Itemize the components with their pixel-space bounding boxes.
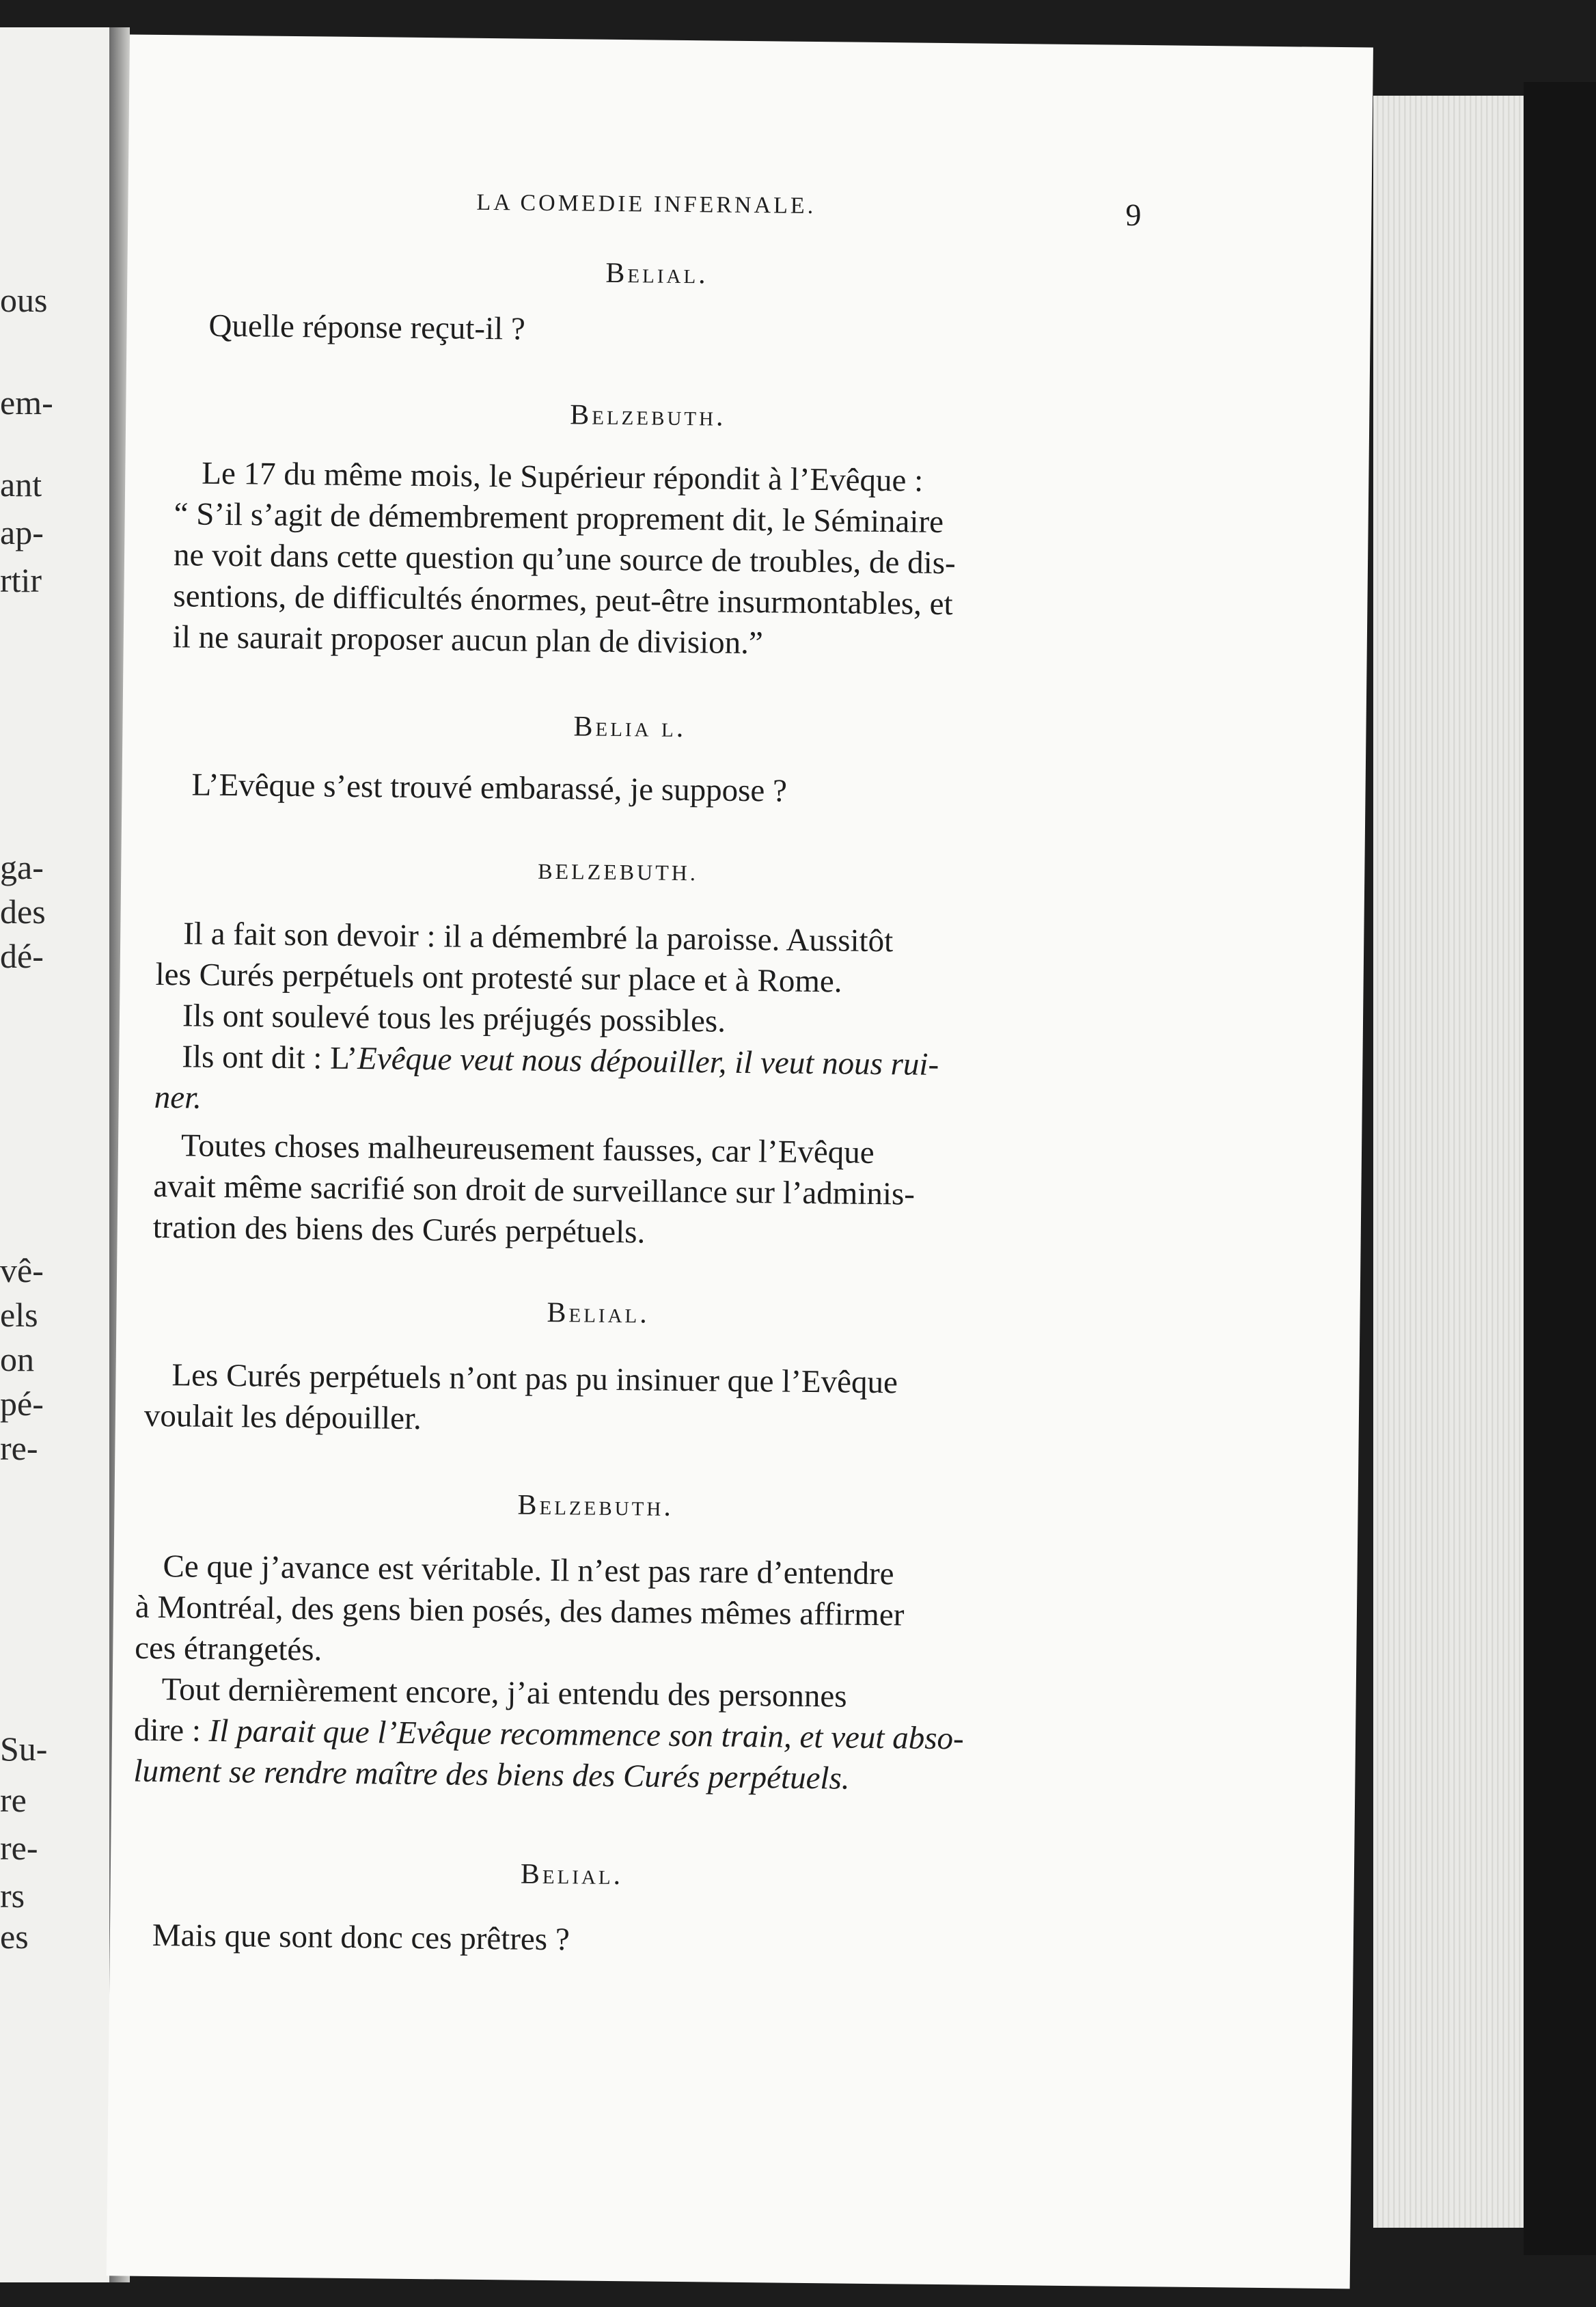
left-fragment: re- bbox=[0, 1429, 38, 1467]
background-shadow bbox=[1524, 82, 1596, 2255]
dialogue-line: Les Curés perpétuels n’ont pas pu insinuer que l’Evêque bbox=[171, 1357, 898, 1401]
italic-quote: Evêque veut nous dépouiller, il veut nous rui- bbox=[357, 1041, 939, 1082]
speaker-label: Belia l. bbox=[573, 711, 687, 744]
dialogue-line: ner. bbox=[154, 1079, 202, 1116]
dialogue-line: Ils ont soulevé tous les préjugés possibles. bbox=[182, 998, 726, 1039]
left-fragment: re- bbox=[0, 1829, 38, 1867]
speaker-label: Belzebuth. bbox=[570, 399, 726, 433]
book-page bbox=[107, 34, 1373, 2289]
page-number: 9 bbox=[1125, 197, 1142, 232]
dialogue-line: à Montréal, des gens bien posés, des dames mêmes affirmer bbox=[135, 1589, 905, 1633]
left-fragment: des bbox=[0, 892, 46, 931]
left-fragment: re bbox=[0, 1781, 27, 1819]
dialogue-line: sentions, de difficultés énormes, peut-être insurmontables, et bbox=[173, 578, 953, 623]
speaker-label: Belzebuth. bbox=[517, 1489, 674, 1523]
left-fragment: rs bbox=[0, 1876, 25, 1915]
left-fragment: ap- bbox=[0, 513, 44, 551]
dialogue-line: Il a fait son devoir : il a démembré la paroisse. Aussitôt bbox=[183, 916, 894, 959]
dialogue-line: lument se rendre maître des biens des Curés perpétuels. bbox=[133, 1753, 850, 1797]
dialogue-line: voulait les dépouiller. bbox=[143, 1397, 422, 1437]
speaker-label: Belial. bbox=[520, 1858, 624, 1892]
dialogue-line: les Curés perpétuels ont protesté sur place et à Rome. bbox=[155, 956, 842, 1000]
dialogue-prefix: dire : bbox=[133, 1712, 209, 1749]
dialogue-line: avait même sacrifié son droit de surveillance sur l’adminis- bbox=[153, 1168, 916, 1212]
dialogue-line: il ne saurait proposer aucun plan de division.” bbox=[172, 619, 764, 661]
dialogue-line: Le 17 du même mois, le Supérieur répondit à l’Evêque : bbox=[202, 455, 924, 499]
dialogue-line: L’Evêque s’est trouvé embarassé, je suppose ? bbox=[191, 767, 788, 809]
dialogue-line bbox=[182, 1037, 939, 1084]
dialogue-prefix: Ils ont dit : L’ bbox=[182, 1039, 358, 1077]
dialogue-line bbox=[134, 1710, 964, 1759]
left-fragment: rtir bbox=[0, 561, 42, 599]
left-fragment: dé- bbox=[0, 937, 44, 975]
left-fragment: pé- bbox=[0, 1384, 44, 1423]
left-fragment: em- bbox=[0, 383, 53, 422]
left-facing-page bbox=[0, 27, 109, 2282]
speaker-label: BELZEBUTH. bbox=[538, 858, 699, 886]
left-fragment: els bbox=[0, 1296, 38, 1334]
left-fragment: ant bbox=[0, 465, 42, 504]
running-head: LA COMEDIE INFERNALE. bbox=[476, 189, 816, 219]
italic-quote: Il parait que l’Evêque recommence son train, et veut abso- bbox=[208, 1712, 964, 1757]
dialogue-line: Mais que sont donc ces prêtres ? bbox=[152, 1917, 570, 1958]
dialogue-line: tration des biens des Curés perpétuels. bbox=[152, 1209, 646, 1251]
left-fragment: ga- bbox=[0, 848, 44, 886]
dialogue-line: ces étrangetés. bbox=[135, 1630, 322, 1668]
dialogue-line: Tout dernièrement encore, j’ai entendu des personnes bbox=[161, 1671, 847, 1715]
dialogue-line: Toutes choses malheureusement fausses, car l’Evêque bbox=[180, 1128, 875, 1171]
left-fragment: es bbox=[0, 1917, 29, 1956]
speaker-label: Belial. bbox=[605, 257, 708, 290]
dialogue-line: Quelle réponse reçut-il ? bbox=[208, 308, 526, 347]
speaker-label: Belial. bbox=[547, 1296, 650, 1330]
left-fragment: on bbox=[0, 1340, 34, 1378]
dialogue-line: “ S’il s’agit de démembrement proprement dit, le Séminaire bbox=[174, 496, 944, 540]
left-fragment: Su- bbox=[0, 1730, 48, 1768]
page-edges bbox=[1373, 96, 1524, 2228]
left-fragment: ous bbox=[0, 281, 48, 319]
dialogue-line: ne voit dans cette question qu’une source de troubles, de dis- bbox=[173, 537, 956, 582]
left-fragment: vê- bbox=[0, 1251, 44, 1289]
dialogue-line: Ce que j’avance est véritable. Il n’est pas rare d’entendre bbox=[163, 1548, 894, 1592]
